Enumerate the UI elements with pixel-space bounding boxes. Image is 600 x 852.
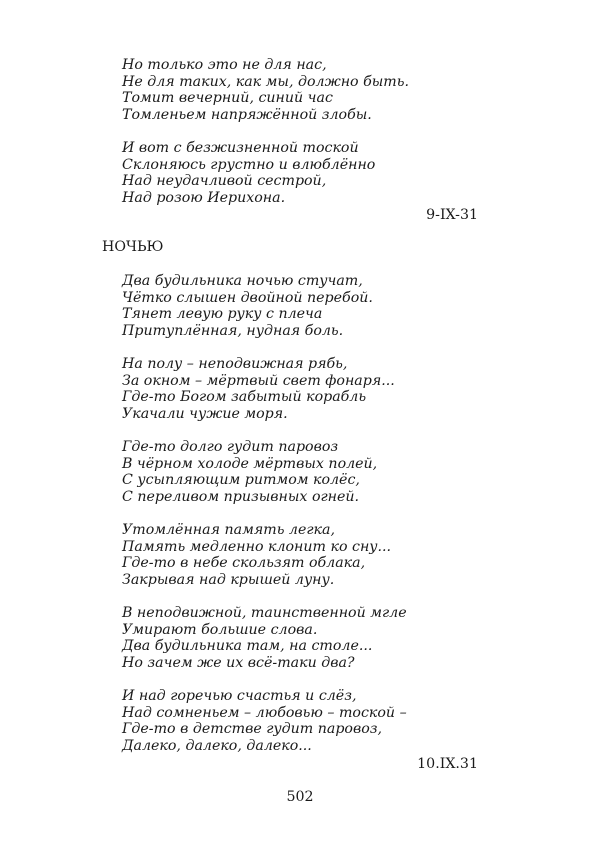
verse-line: Где-то в детстве гудит паровоз, (122, 721, 383, 738)
poem2-stanza-6 (122, 688, 482, 755)
verse-line: Два будильника там, на столе... (122, 638, 373, 655)
verse-line: И вот с безжизненной тоской (122, 140, 359, 156)
verse-line: Томленьем напряжённой злобы. (122, 107, 372, 124)
verse-line: Не для таких, как мы, должно быть. (122, 73, 409, 90)
poem1-date: 9-IX-31 (426, 207, 478, 223)
poem1-stanza-1 (122, 57, 482, 124)
verse-line: Над розою Иерихона. (122, 190, 286, 207)
poem2-title: НОЧЬЮ (102, 239, 164, 255)
poem2-stanza-5 (122, 605, 482, 672)
verse-line: Укачали чужие моря. (122, 406, 288, 423)
poem2-date: 10.IX.31 (417, 756, 478, 772)
verse-line: Утомлённая память легка, (122, 522, 335, 538)
verse-line: Чётко слышен двойной перебой. (122, 289, 373, 306)
verse-line: В чёрном холоде мёртвых полей, (122, 455, 378, 472)
verse-line: И над горечью счастья и слёз, (122, 688, 357, 704)
verse-line: Но зачем же их всё-таки два? (122, 655, 355, 672)
verse-line: Где-то Богом забытый корабль (122, 389, 367, 406)
verse-line: Над сомненьем – любовью – тоской – (122, 704, 407, 721)
verse-line: Притуплённая, нудная боль. (122, 323, 344, 340)
verse-line: С усыпляющим ритмом колёс, (122, 472, 360, 489)
verse-line: На полу – неподвижная рябь, (122, 356, 348, 372)
poem2-stanza-3 (122, 439, 482, 506)
verse-line: В неподвижной, таинственной мгле (122, 605, 407, 621)
verse-line: С переливом призывных огней. (122, 489, 360, 506)
verse-line: Над неудачливой сестрой, (122, 173, 327, 190)
verse-line: Склоняюсь грустно и влюблённо (122, 156, 376, 173)
verse-line: Умирают большие слова. (122, 621, 318, 638)
verse-line: Далеко, далеко, далеко... (122, 738, 312, 755)
verse-line: Где-то в небе скользят облака, (122, 555, 366, 572)
poem2-stanza-4 (122, 522, 482, 589)
verse-line: Но только это не для нас, (122, 57, 327, 73)
verse-line: Два будильника ночью стучат, (122, 273, 363, 289)
verse-line: Закрывая над крышей луну. (122, 572, 335, 589)
poem2-stanza-1 (122, 273, 482, 340)
verse-line: За окном – мёртвый свет фонаря... (122, 372, 395, 389)
verse-line: Тянет левую руку с плеча (122, 306, 323, 323)
verse-line: Где-то долго гудит паровоз (122, 439, 339, 455)
verse-line: Память медленно клонит ко сну... (122, 538, 392, 555)
poem2-stanza-2 (122, 356, 482, 423)
page-number: 502 (286, 789, 314, 805)
poem1-stanza-2 (122, 140, 482, 207)
verse-line: Томит вечерний, синий час (122, 90, 333, 107)
